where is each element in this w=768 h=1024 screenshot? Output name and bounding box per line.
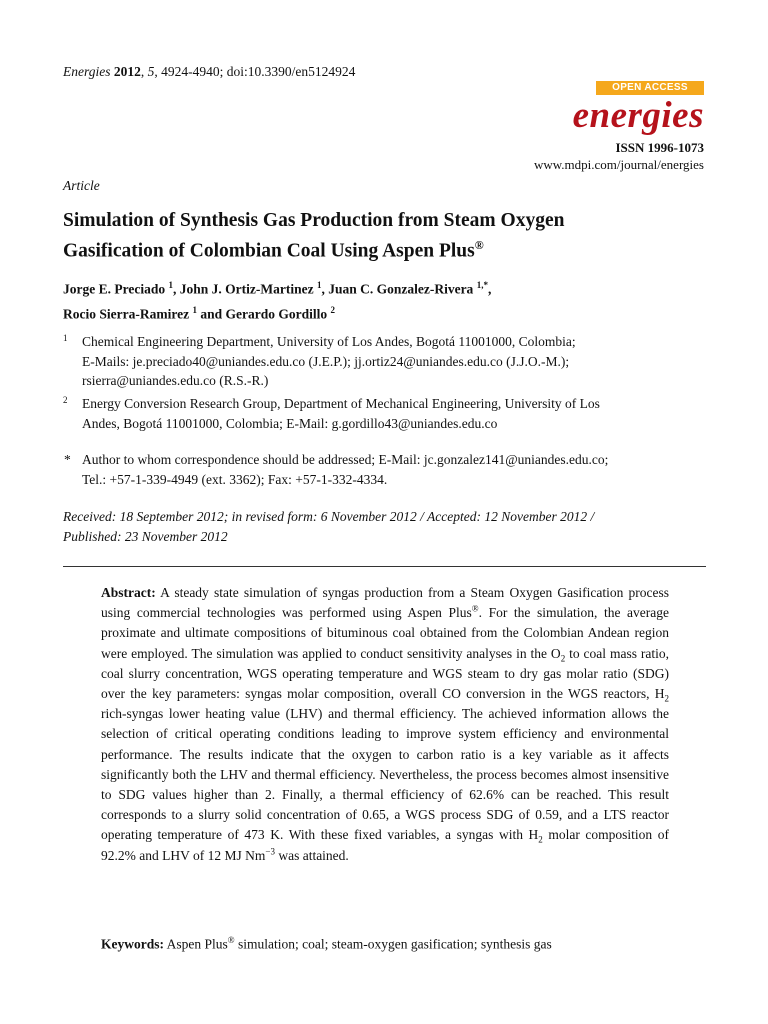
author-name: Gerardo Gordillo <box>225 306 328 321</box>
title-line-1: Simulation of Synthesis Gas Production from Steam Oxygen <box>63 210 565 231</box>
author-affiliation: 2 <box>330 304 335 315</box>
title-line-2 <box>63 233 713 264</box>
affiliation-line: E-Mails: je.preciado40@uniandes.edu.co (J.E.P.); jj.ortiz24@uniandes.edu.co (J.J.O.-M.); <box>82 353 570 369</box>
section-divider <box>63 566 706 567</box>
author-affiliation-number: 1, <box>476 280 484 290</box>
correspondence-note <box>63 450 713 489</box>
citation-line: Energies 2012, 5, 4924-4940; doi:10.3390/en5124924 <box>63 64 356 79</box>
keywords <box>101 930 669 955</box>
affiliation-1 <box>63 332 713 391</box>
author-separator: , <box>172 281 180 297</box>
abstract-text: to coal mass ratio, coal slurry concentration, WGS operating temperature and WGS steam to dry gas molar ratio (SDG) over the key parameters: syngas molar composition, overall CO conversion in the WGS reactors, H <box>101 645 670 702</box>
abstract-text: molar composition of 92.2% and LHV of 12 MJ Nm <box>101 827 669 863</box>
correspondence-star: * <box>64 452 71 467</box>
affiliation-line: Chemical Engineering Department, University of Los Andes, Bogotá 11001000, Colombia; <box>82 334 576 349</box>
article-type: Article <box>63 178 100 193</box>
affiliation-line: rsierra@uniandes.edu.co (R.S.-R.) <box>82 373 269 388</box>
open-access-badge: OPEN ACCESS <box>596 81 704 95</box>
keywords-text: simulation; coal; steam-oxygen gasification; synthesis gas <box>234 936 552 952</box>
affiliation-number: 1 <box>63 333 68 343</box>
journal-name: Energies <box>63 64 111 79</box>
author-separator: , <box>487 281 492 297</box>
correspondence-line: Author to whom correspondence should be addressed; E-Mail: jc.gonzalez141@uniandes.edu.co; <box>82 452 609 467</box>
issn: ISSN 1996-1073 <box>615 140 704 155</box>
affiliation-number: 2 <box>63 395 68 405</box>
title-line-2-text: Gasification of Colombian Coal Using Aspen Plus <box>63 240 475 262</box>
registered-mark: ® <box>227 935 235 945</box>
subscript: 2 <box>560 653 566 664</box>
author-name: Rocio Sierra-Ramirez <box>63 306 190 321</box>
journal-logo: energies <box>572 95 704 136</box>
author-name: John J. Ortiz-Martinez <box>179 281 314 297</box>
abstract <box>101 583 669 866</box>
keywords-text: Aspen Plus <box>164 936 228 952</box>
subscript: 2 <box>664 693 669 704</box>
author-separator: , <box>321 281 329 297</box>
abstract-label: Abstract: <box>101 585 156 600</box>
registered-mark: ® <box>474 238 484 252</box>
author-affiliation <box>477 280 488 290</box>
registered-mark: ® <box>471 603 479 614</box>
subscript: 2 <box>538 835 543 846</box>
journal-volume: 5 <box>147 64 155 79</box>
affiliation-2 <box>63 394 713 433</box>
affiliation-line: Energy Conversion Research Group, Department of Mechanical Engineering, University of Los <box>82 396 600 411</box>
author-separator: and <box>196 306 226 321</box>
correspondence-line: Tel.: +57-1-339-4949 (ext. 3362); Fax: +57-1-332-4334. <box>82 471 388 487</box>
publication-dates <box>63 507 713 547</box>
paper-title <box>63 208 713 264</box>
abstract-text: rich-syngas lower heating value (LHV) and thermal efficiency. The achieved information allows the selection of critical operating conditions leading to improve system efficiency and environmental performance. The results indicate that the oxygen to carbon ratio is a key variable as it affects significantly both the LHV and thermal efficiency. Nevertheless, the process becomes almost insensitive to SDG values higher than 2. Finally, a thermal efficiency of 62.6% can be reached. This result corresponds to a slurry solid concentration of 0.65, a WGS process SDG of 0.59, and a LTS reactor operating temperature of 473 K. With these fixed variables, a syngas with H <box>101 706 669 843</box>
corresponding-mark: * <box>483 280 488 290</box>
abstract-text: . For the simulation, the average proximate and ultimate compositions of bituminous coal obtained from the Colombian Andean region were employed. The simulation was applied to conduct sensitivity analyses in the O <box>101 605 669 661</box>
journal-year: 2012 <box>113 64 141 79</box>
dates-line: Received: 18 September 2012; in revised form: 6 November 2012 / Accepted: 12 November 2012 / <box>63 509 595 524</box>
author-list <box>63 275 713 324</box>
affiliation-line: Andes, Bogotá 11001000, Colombia; E-Mail: g.gordillo43@uniandes.edu.co <box>82 415 498 431</box>
journal-pages-doi: 4924-4940; doi:10.3390/en5124924 <box>161 64 356 79</box>
abstract-text: was attained. <box>274 847 349 863</box>
keywords-label: Keywords: <box>101 936 164 952</box>
superscript: −3 <box>265 846 275 857</box>
author-affiliation: 1 <box>192 304 197 315</box>
author-affiliation: 1 <box>316 280 322 290</box>
abstract-text: A steady state simulation of syngas production from a Steam Oxygen Gasification process using commercial technologies was performed using Aspen Plus <box>101 585 669 621</box>
author-name: Juan C. Gonzalez-Rivera <box>328 281 474 297</box>
dates-line: Published: 23 November 2012 <box>63 529 228 544</box>
author-name: Jorge E. Preciado <box>63 281 166 297</box>
author-affiliation: 1 <box>168 280 173 290</box>
journal-url[interactable]: www.mdpi.com/journal/energies <box>533 157 704 172</box>
